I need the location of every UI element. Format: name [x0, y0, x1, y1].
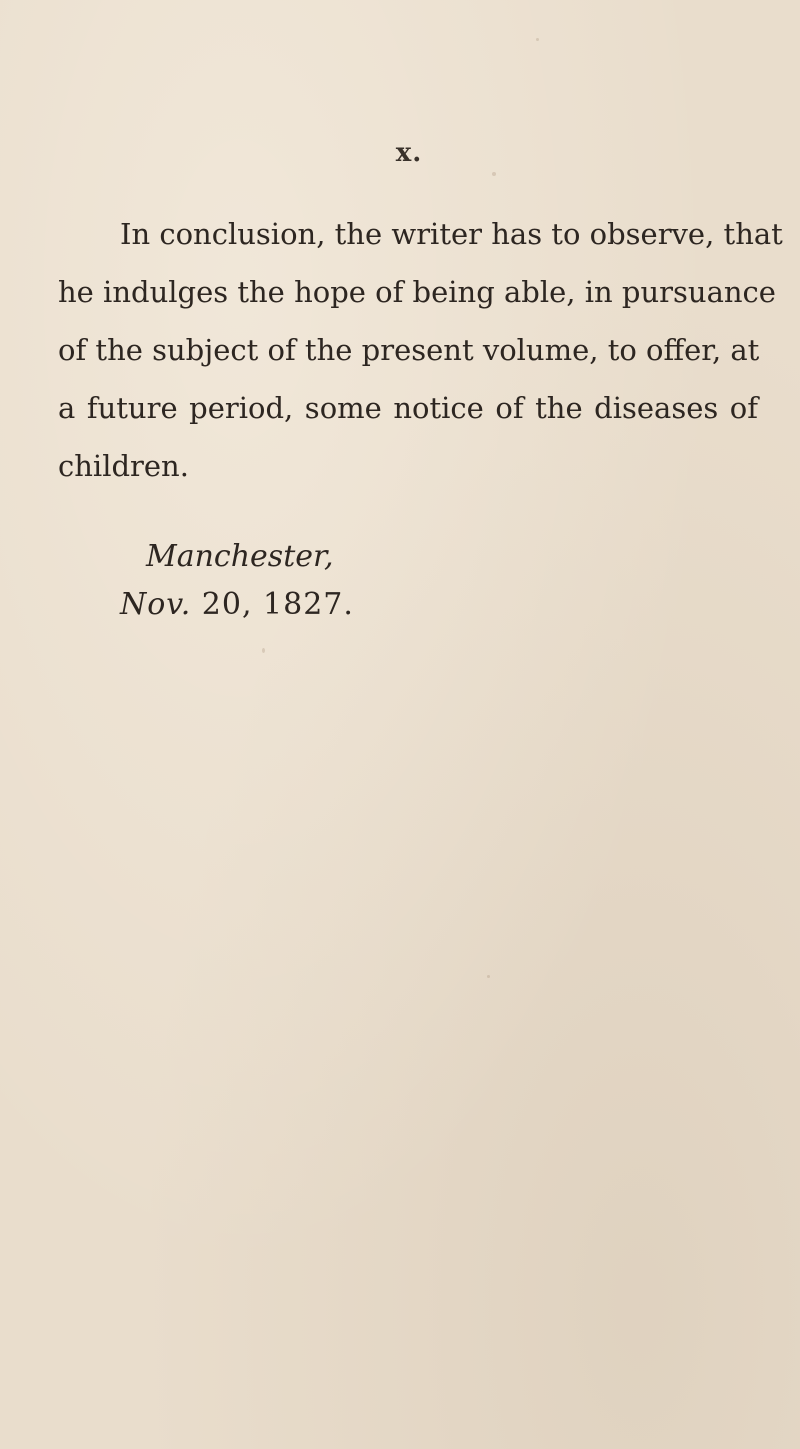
paragraph-line: a future period, some notice of the diseases of: [58, 391, 758, 425]
paragraph-line: of the subject of the present volume, to offer, at: [58, 333, 760, 367]
conclusion-paragraph: [58, 205, 783, 495]
page-number: x.: [395, 138, 423, 168]
signoff-date-rest: 20, 1827.: [191, 587, 354, 622]
signoff-place: Manchester,: [146, 539, 334, 574]
paragraph-line: In conclusion, the writer has to observe, that: [120, 217, 783, 251]
paper-spot: [487, 975, 490, 978]
paper-spot: [262, 648, 265, 653]
paragraph-line: children.: [58, 449, 189, 483]
paper-spot: [492, 172, 496, 176]
paper-spot: [536, 38, 539, 41]
signoff-date: [120, 581, 354, 629]
paragraph-line: he indulges the hope of being able, in pursuance: [58, 275, 776, 309]
signoff: [120, 533, 354, 629]
signoff-date-month: Nov.: [120, 587, 192, 622]
